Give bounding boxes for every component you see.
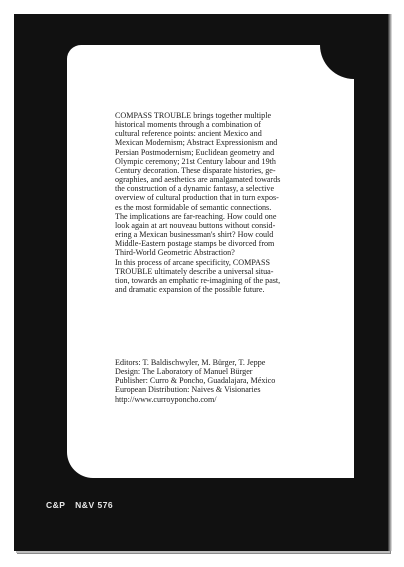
description-line: the construction of a dynamic fantasy, a selective (115, 184, 275, 194)
description-line: Olympic ceremony; 21st Century labour and 19th (115, 156, 276, 166)
credits-block (115, 358, 347, 404)
website-link[interactable]: http://www.curroyponcho.com/ (115, 394, 217, 404)
description-line: overview of cultural production that in turn expos- (115, 193, 279, 203)
publisher-codes (46, 500, 113, 510)
description-line: es the most formidable of semantic connections. (115, 202, 272, 212)
description-line: Persian Postmodernism; Euclidean geometry and (115, 147, 275, 157)
back-cover (14, 14, 388, 551)
description-line: In this process of arcane specificity, COMPASS (115, 257, 270, 267)
text-panel (67, 45, 354, 478)
description-line: tion, towards an emphatic re-imagining of the past, (115, 275, 281, 285)
corner-notch (320, 45, 354, 79)
distribution-credit: European Distribution: Naives & Visionaries (115, 385, 261, 395)
description-line: TROUBLE ultimately describe a universal situa- (115, 266, 274, 276)
description-line: Century decoration. These disparate histories, ge- (115, 165, 276, 175)
description-line: ering a Mexican businessman's shirt? How could (115, 230, 274, 240)
description-line: The implications are far-reaching. How could one (115, 211, 277, 221)
description-line: Middle-Eastern postage stamps be divorced from (115, 239, 275, 249)
description-line: ographies, and aesthetics are amalgamated towards (115, 175, 281, 185)
description-line: look again at art nouveau buttons without consid- (115, 220, 276, 230)
description-paragraph (115, 111, 347, 294)
editors-credit: Editors: T. Baldischwyler, M. Bürger, T. Jeppe (115, 358, 266, 367)
publisher-code-right: N&V 576 (75, 500, 114, 510)
description-line: Mexican Modernism; Abstract Expressionism and (115, 138, 278, 148)
publisher-code-left: C&P (46, 500, 66, 510)
description-line: cultural reference points: ancient Mexico and (115, 129, 262, 139)
publisher-credit: Publisher: Curro & Poncho, Guadalajara, México (115, 376, 276, 386)
description-line: and dramatic expansion of the possible future. (115, 284, 265, 294)
description-line: Third-World Geometric Abstraction? (115, 248, 235, 258)
description-line: COMPASS TROUBLE brings together multiple (115, 111, 272, 120)
description-line: historical moments through a combination of (115, 120, 261, 130)
design-credit: Design: The Laboratory of Manuel Bürger (115, 367, 253, 377)
